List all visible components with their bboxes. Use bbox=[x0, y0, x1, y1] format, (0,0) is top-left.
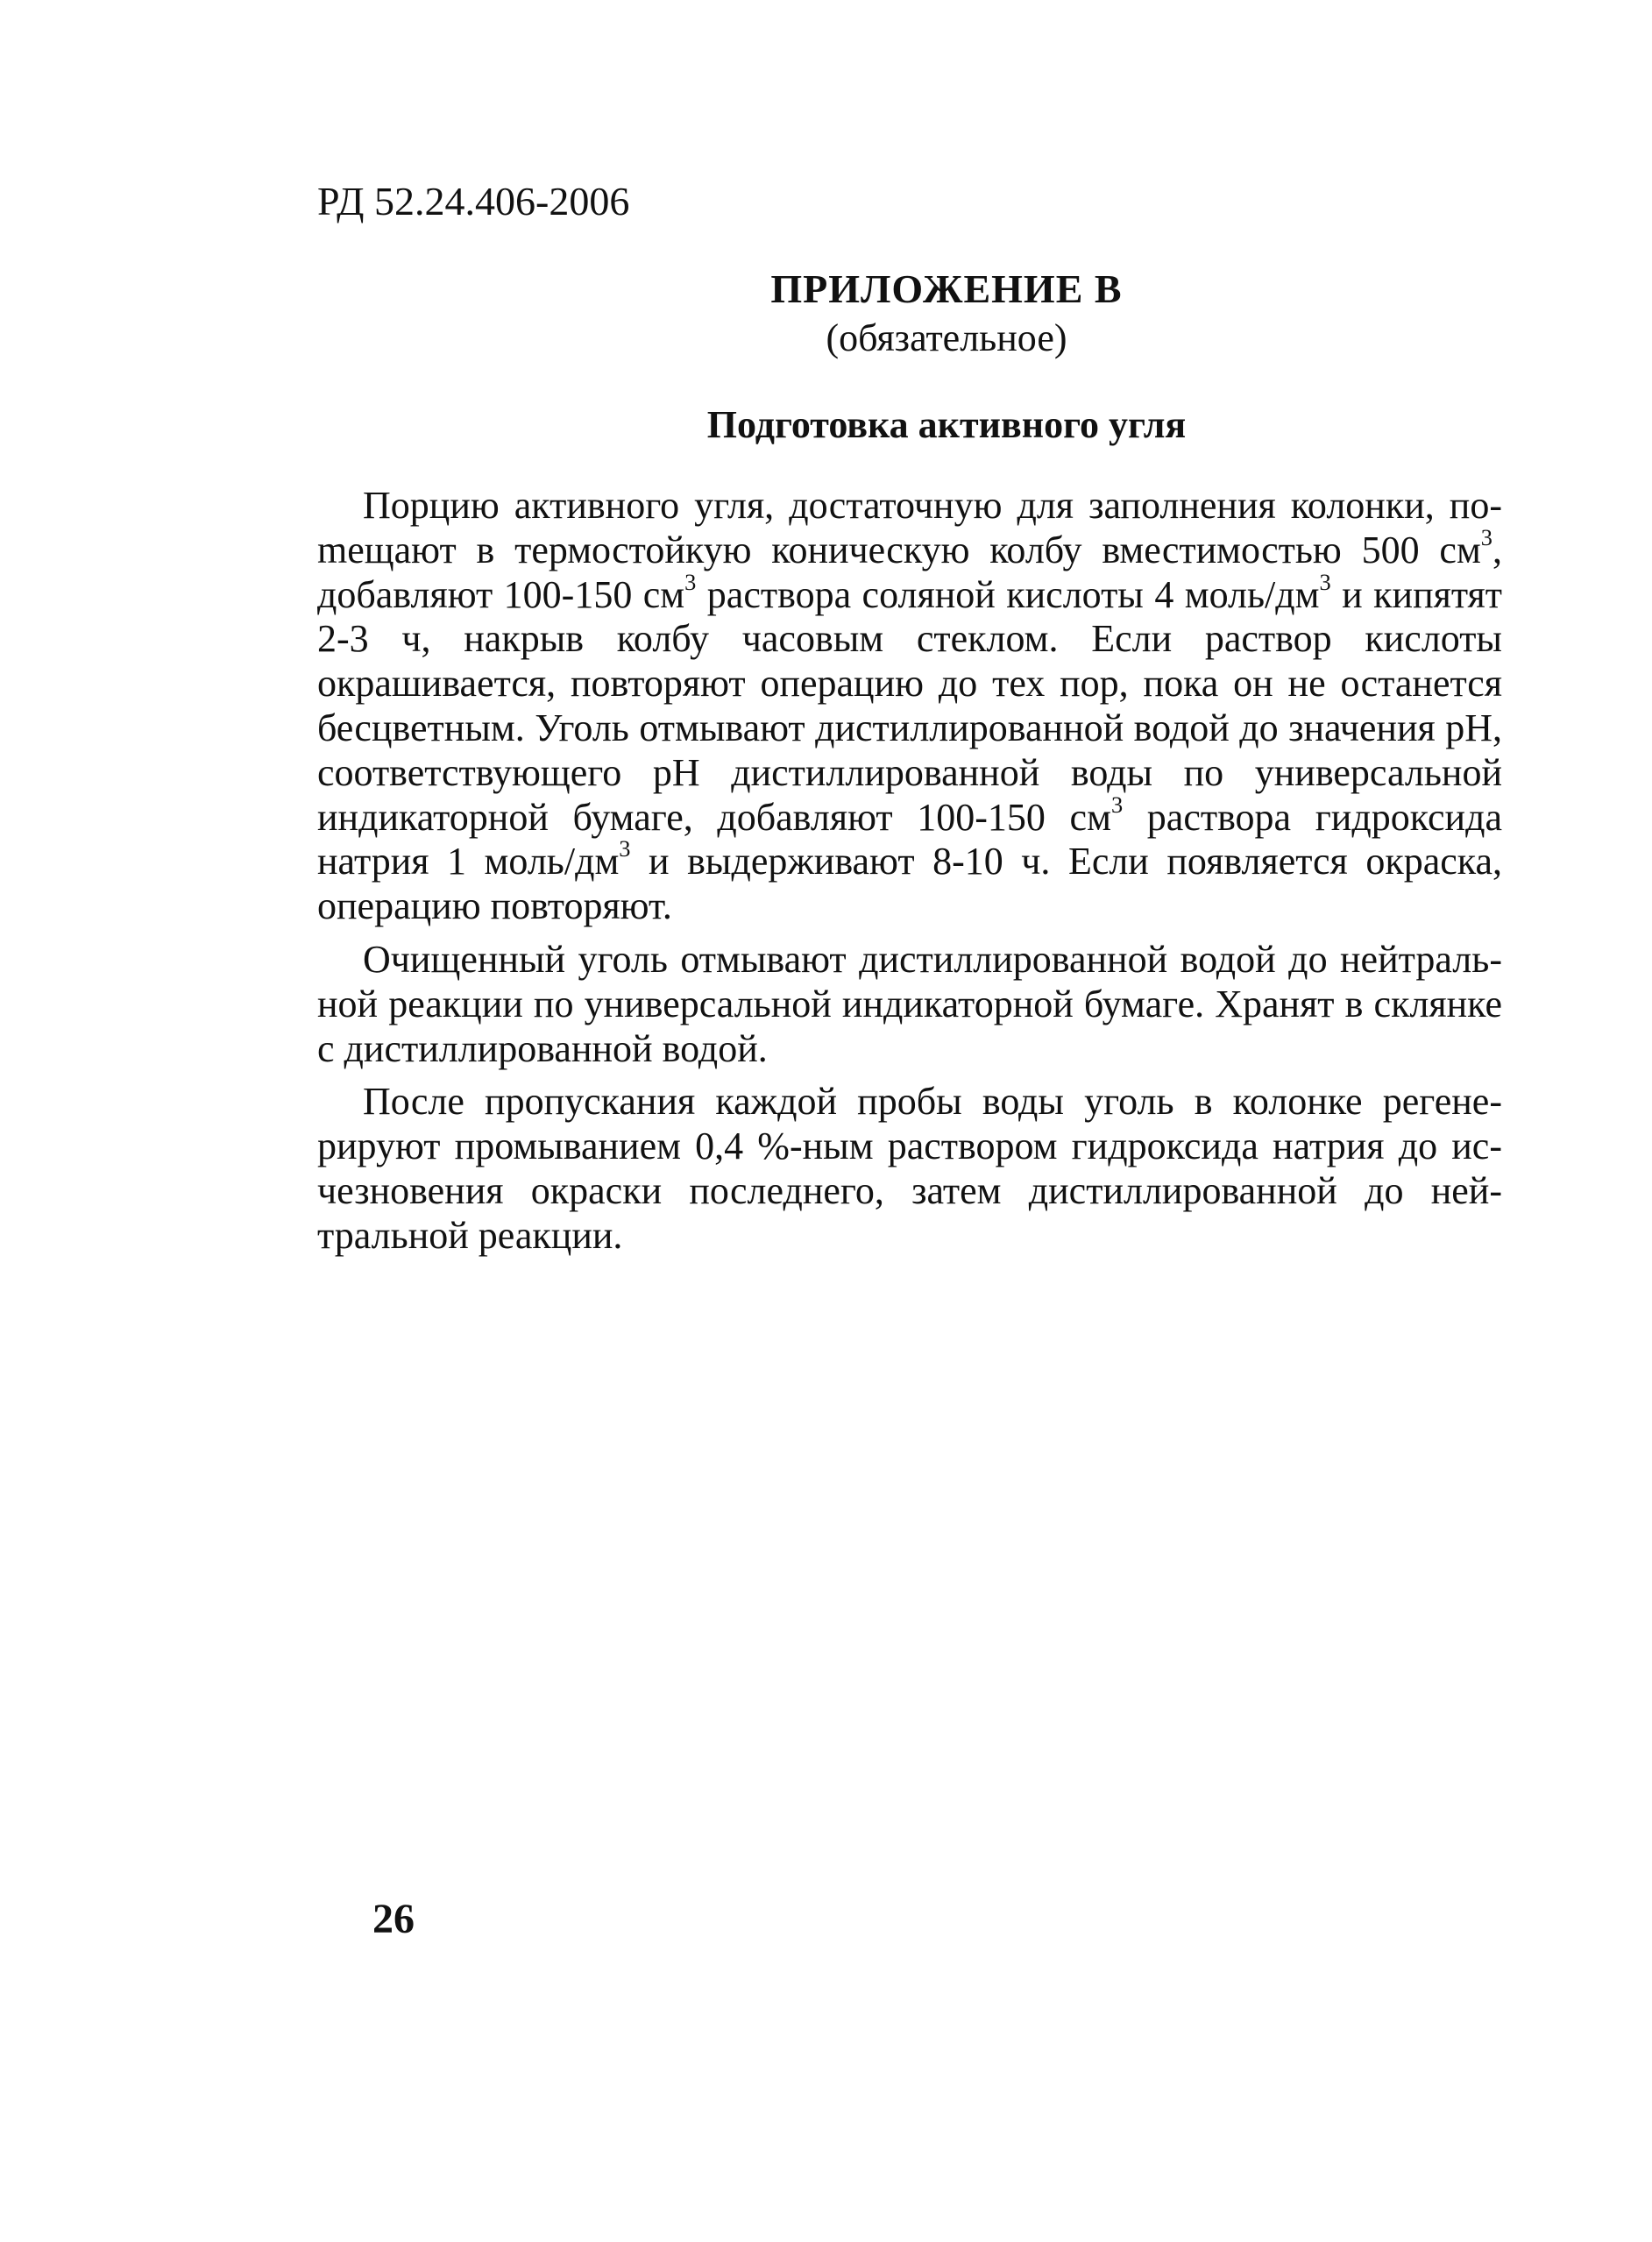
text-run: , добавляют 100-150 см bbox=[317, 528, 1502, 616]
text-run: Порцию активного угля, достаточную для заполнения колонки, поmещают в термостойкую коническую колбу вместимостью 500 см bbox=[317, 484, 1502, 571]
text-run: и выдерживают 8-10 ч. Если появляется окраска, операцию повторяют. bbox=[317, 840, 1502, 928]
paragraph-3: После пропускания каждой пробы воды уголь в колонке регенерируют промыванием 0,4 %-ным раствором гидроксида натрия до исчезновения окраски последнего, затем дистиллированной до нейтральной реакции. bbox=[317, 1080, 1502, 1257]
superscript: 3 bbox=[684, 568, 697, 595]
appendix-status: (обязательное) bbox=[826, 316, 1067, 359]
page-number: 26 bbox=[372, 1896, 415, 1942]
paragraph-2: Очищенный уголь отмывают дистиллированной водой до нейтральной реакции по универсальной индикаторной бумаге. Хранят в склянке с дистиллированной водой. bbox=[317, 937, 1502, 1070]
body-text bbox=[317, 484, 1502, 1267]
text-run: раствора гидроксида натрия 1 моль/дм bbox=[317, 795, 1502, 883]
text-run: и кипятят 2-3 ч, накрыв колбу часовым стеклом. Если раствор кислоты окрашивается, повторяют операцию до тех пор, пока он не останется бесцветным. Уголь отмывают дистиллированной водой до значения рН, соответствующего рН дистиллированной воды по универсальной индикаторной бумаге, добавляют 100-150 см bbox=[317, 572, 1502, 839]
superscript: 3 bbox=[1319, 568, 1331, 595]
document-code: РД 52.24.406-2006 bbox=[317, 179, 630, 223]
superscript: 3 bbox=[1110, 791, 1124, 818]
text-run: раствора соляной кислоты 4 моль/дм bbox=[696, 572, 1320, 616]
superscript: 3 bbox=[619, 835, 631, 862]
appendix-title: ПРИЛОЖЕНИЕ В bbox=[770, 266, 1123, 311]
paragraph-1 bbox=[317, 484, 1502, 929]
superscript: 3 bbox=[1480, 524, 1492, 550]
section-title: Подготовка активного угля bbox=[706, 403, 1187, 446]
